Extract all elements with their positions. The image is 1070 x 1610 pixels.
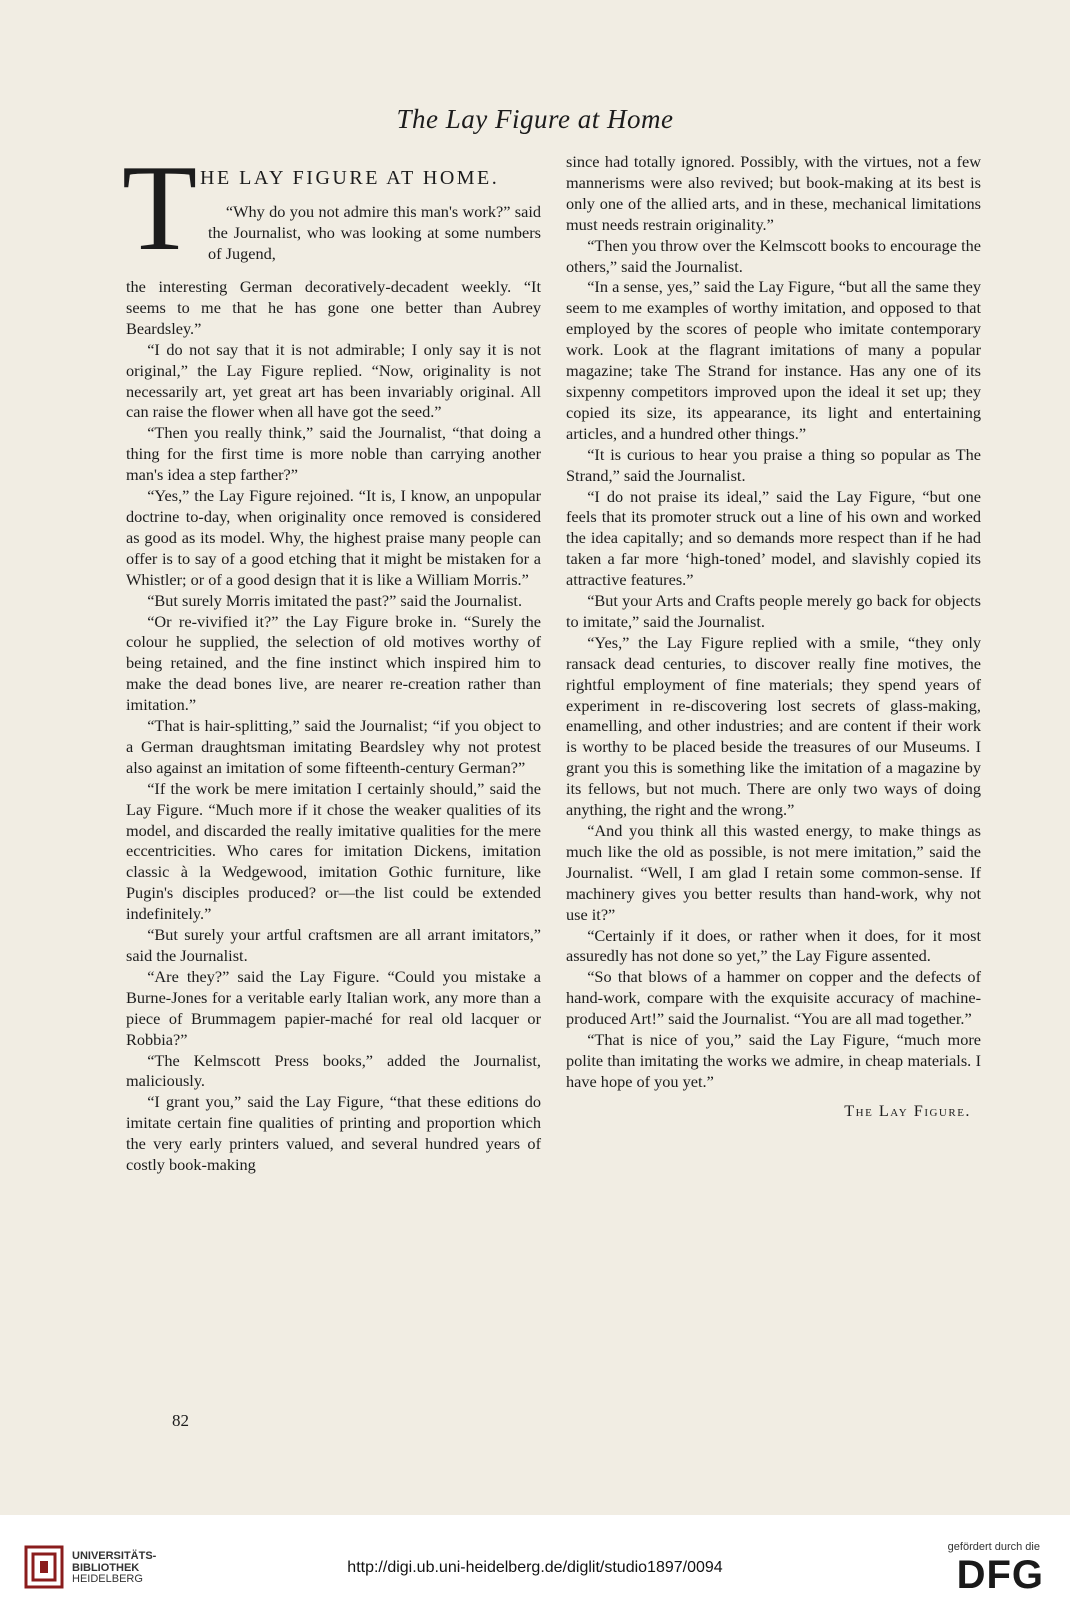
running-head: The Lay Figure at Home [396, 104, 674, 134]
paragraph: “It is curious to hear you praise a thing so popular as The Strand,” said the Journalist. [566, 444, 981, 485]
paragraph: “In a sense, yes,” said the Lay Figure, “but all the same they seem to me examples of worthy imitation, and opposed to that employed by the scores of people who imitate contemporary work. Look at the flagrant imitations of many a popular magazine; take The Strand for instance. Has any one of its sixpenny competitors improved upon the ideal it set up; they copied its size, its appearance, its light and entertaining articles, and a hundred other things.” [566, 277, 981, 443]
right-column [566, 152, 981, 1122]
author-signature: The Lay Figure. [844, 1100, 971, 1120]
library-name-line: BIBLIOTHEK [72, 1561, 140, 1574]
opening-paragraph: “Why do you not admire this man's work?” said the Journalist, who was looking at some numbers of Jugend, [208, 202, 541, 263]
paragraph: “Or re-vivified it?” the Lay Figure broke in. “Surely the colour he supplied, the selection of old motives worthy of being retained, and the fine instinct which inspired him to make the dead bones live, are nearer re-creation rather than imitation.” [126, 611, 541, 715]
paragraph: “Are they?” said the Lay Figure. “Could you mistake a Burne-Jones for a veritable early Italian work, any more than a piece of Brummagem papier-maché for real old lacquer or Robbia?” [126, 966, 541, 1049]
right-column-text [566, 152, 981, 1093]
paragraph: the interesting German decoratively-decadent weekly. “It seems to me that he has gone one better than Aubrey Beardsley.” [126, 277, 541, 338]
paragraph: “Then you throw over the Kelmscott books to encourage the others,” said the Journalist. [566, 235, 981, 276]
paragraph: “If the work be mere imitation I certainly should,” said the Lay Figure. “Much more if it chose the weaker qualities of its model, and discarded the really imitative qualities for the mere eccentricities. Who cares for imitation Dickens, imitation classic à la Wedgewood, imitation Gothic furniture, like Pugin's disciples produced? or—the list could be extended indefinitely.” [126, 778, 541, 924]
paragraph: “The Kelmscott Press books,” added the Journalist, maliciously. [126, 1050, 541, 1091]
paragraph: “But surely Morris imitated the past?” said the Journalist. [147, 590, 523, 610]
footer-bar [0, 1515, 1070, 1610]
paragraph: “Certainly if it does, or rather when it does, for it most assuredly has not done so yet,” the Lay Figure assented. [566, 925, 981, 966]
permalink-url[interactable]: http://digi.ub.uni-heidelberg.de/diglit/studio1897/0094 [347, 1559, 723, 1576]
paragraph: “I grant you,” said the Lay Figure, “that these editions do imitate certain fine qualities of printing and proportion which the very early printers valued, and several hundred years of costly book-making [126, 1092, 541, 1175]
library-name-line: HEIDELBERG [72, 1573, 143, 1585]
paragraph: “Yes,” the Lay Figure rejoined. “It is, I know, an unpopular doctrine to-day, when originality once removed is considered as good as its model. Why, the highest praise many people can offer is to say of a good etching that it might be mistaken for a Whistler; or of a good design that it is like a William Morris.” [126, 486, 541, 589]
paragraph: “Yes,” the Lay Figure replied with a smile, “they only ransack dead centuries, to discover really fine motives, the rightful employment of fine materials; they spend years of experiment in re-discovering lost secrets of glass-making, enamelling, and other industries; and are content if their work is worthy to be placed beside the treasures of our Museums. I grant you this is something like the imitation of a magazine by its fellows, but not much. There are only two ways of doing anything, the right and the wrong.” [566, 632, 981, 820]
paragraph: “That is nice of you,” said the Lay Figure, “much more polite than imitating the works we admire, in cheap materials. I have hope of you yet.” [566, 1030, 981, 1091]
page-number: 82 [172, 1411, 189, 1430]
paragraph: “I do not praise its ideal,” said the Lay Figure, “but one feels that its promoter struck out a line of his own and worked the idea capitally; and so demands more respect than if he had taken a far more ‘high-toned’ model, and slavishly copied its attractive features.” [566, 486, 981, 590]
left-column-text [126, 277, 541, 1176]
left-column [122, 139, 541, 1176]
library-name-line: UNIVERSITÄTS- [72, 1550, 157, 1562]
paragraph: “And you think all this wasted energy, to make things as much like the old as possible, is not mere imitation,” said the Journalist. “Well, I am glad I retain some common-sense. If machinery gives you better results than hand-work, why not use it?” [566, 821, 981, 924]
paragraph: “I do not say that it is not admirable; I only say it is not original,” the Lay Figure replied. “Now, originality is not necessarily art, yet great art has been invariably original. All can raise the flower when all have got the seed.” [126, 339, 541, 422]
paragraph: “Then you really think,” said the Journalist, “that doing a thing for the first time is more noble than carrying another man's idea a step farther?” [126, 423, 541, 485]
article-heading [122, 139, 541, 277]
paragraph: since had totally ignored. Possibly, with the virtues, not a few mannerisms were also revived; but book-making at its best is only one of the allied arts, and in these, mechanical limitations must needs restrain originality.” [566, 152, 981, 234]
drop-cap: T [122, 139, 198, 276]
funder-label: gefördert durch die [947, 1541, 1040, 1553]
paragraph: “But your Arts and Crafts people merely go back for objects to imitate,” said the Journalist. [566, 591, 981, 631]
paragraph: “But surely your artful craftsmen are all arrant imitators,” said the Journalist. [126, 925, 541, 965]
paragraph: “So that blows of a hammer on copper and the defects of hand-work, compare with the exquisite accuracy of machine-produced Art!” said the Journalist. “You are all mad together.” [566, 967, 981, 1029]
article-title: HE LAY FIGURE AT HOME. [200, 167, 500, 189]
paragraph: “That is hair-splitting,” said the Journalist; “if you object to a German draughtsman imitating Beardsley why not protest also against an imitation of some fifteenth-century German?” [126, 716, 541, 777]
dfg-logo: DFG [956, 1553, 1044, 1597]
